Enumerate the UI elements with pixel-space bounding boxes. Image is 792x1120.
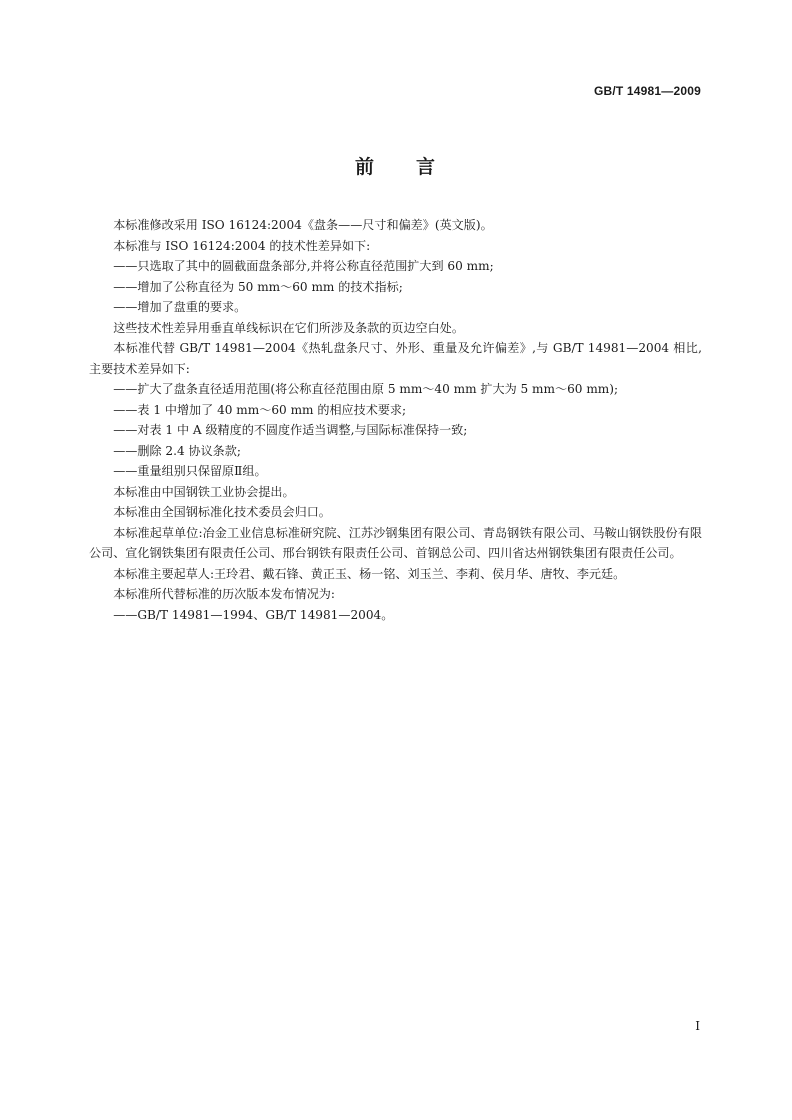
list-item: ——增加了盘重的要求。 (113, 300, 247, 314)
paragraph: 本标准修改采用 ISO 16124:2004《盘条——尺寸和偏差》(英文版)。 (113, 218, 493, 232)
paragraph: 本标准主要起草人:王玲君、戴石锋、黄正玉、杨一铭、刘玉兰、李莉、侯月华、唐牧、李元廷。 (113, 566, 626, 581)
paragraph: 本标准代替 GB/T 14981—2004《热轧盘条尺寸、外形、重量及允许偏差》,与 GB/T 14981—2004 相比,主要技术差异如下: (89, 341, 702, 376)
paragraph: 本标准由中国钢铁工业协会提出。 (113, 484, 295, 499)
title-char-2: 言 (416, 156, 438, 178)
page-number: I (695, 1019, 700, 1033)
list-item: ——GB/T 14981—1994、GB/T 14981—2004。 (113, 607, 394, 622)
list-item: ——扩大了盘条直径适用范围(将公称直径范围由原 5 mm～40 mm 扩大为 5 mm～60 mm); (113, 382, 619, 396)
list-item: ——表 1 中增加了 40 mm～60 mm 的相应技术要求; (113, 402, 407, 417)
standard-code: GB/T 14981—2009 (593, 84, 701, 98)
paragraph: 这些技术性差异用垂直单线标识在它们所涉及条款的页边空白处。 (113, 320, 464, 335)
list-item: ——对表 1 中 A 级精度的不圆度作适当调整,与国际标准保持一致; (113, 423, 468, 437)
paragraph: 本标准由全国钢标准化技术委员会归口。 (113, 505, 331, 519)
list-item: ——增加了公称直径为 50 mm～60 mm 的技术指标; (113, 279, 403, 294)
paragraph: 本标准起草单位:冶金工业信息标准研究院、江苏沙钢集团有限公司、青岛钢铁有限公司、马鞍山钢铁股份有限公司、宣化钢铁集团有限责任公司、邢台钢铁有限责任公司、首钢总公司、四川省达州钢铁集团有限责任公司。 (89, 525, 702, 560)
paragraph: 本标准与 ISO 16124:2004 的技术性差异如下: (113, 238, 371, 253)
list-item: ——删除 2.4 协议条款; (113, 443, 241, 458)
title-char-1: 前 (354, 156, 376, 178)
preface-body (89, 215, 702, 625)
list-item: ——只选取了其中的圆截面盘条部分,并将公称直径范围扩大到 60 mm; (113, 259, 494, 273)
list-item: ——重量组别只保留原Ⅱ组。 (113, 464, 267, 478)
paragraph: 本标准所代替标准的历次版本发布情况为: (113, 587, 335, 601)
page-title (0, 152, 792, 179)
